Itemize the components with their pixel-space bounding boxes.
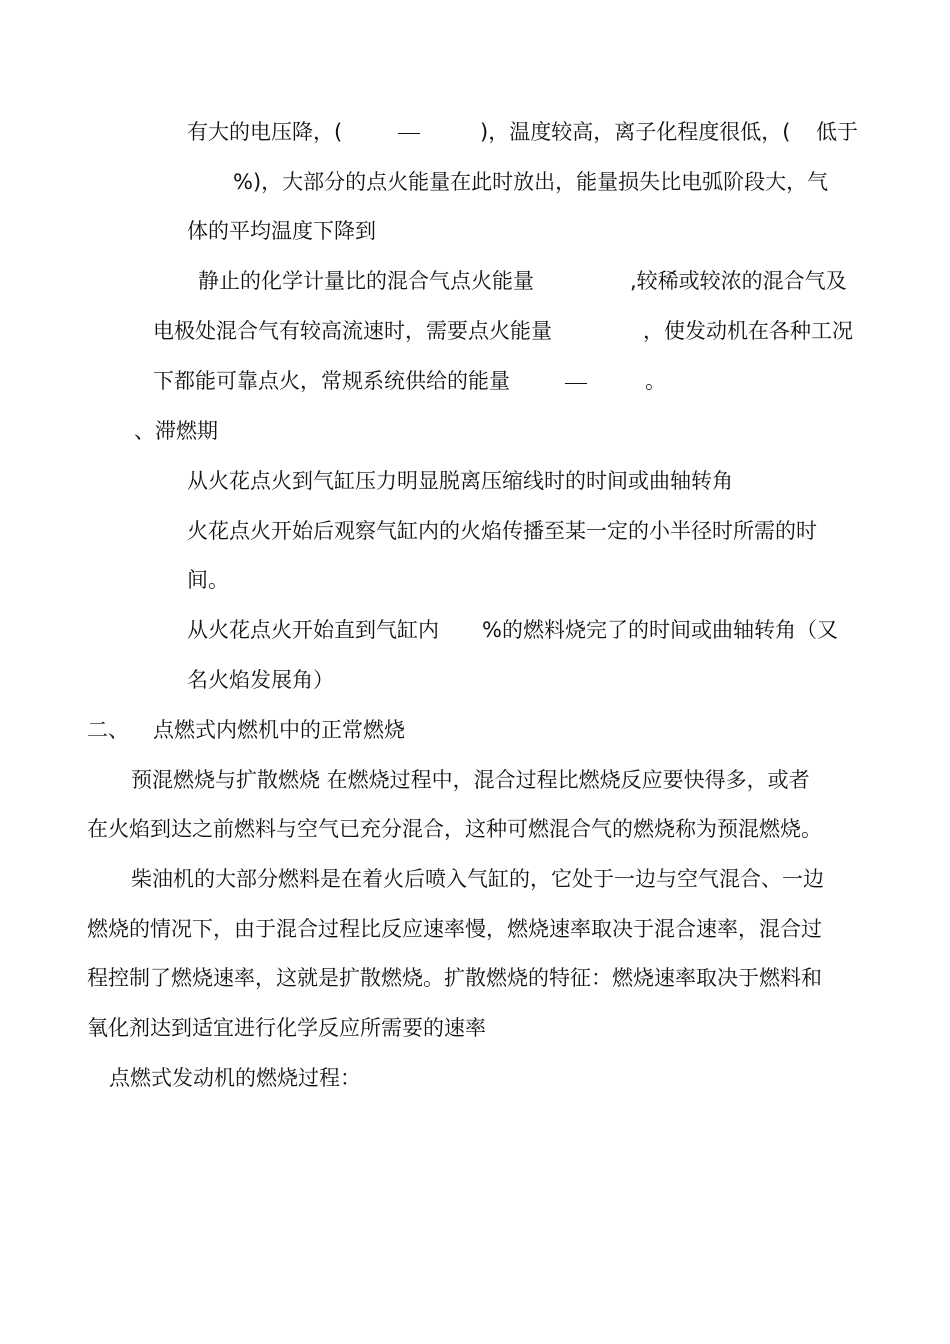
p1-line-1a: 有大的电压降，( — [187, 120, 343, 144]
section-heading-delay: 、滞燃期 — [134, 419, 218, 443]
p2-line-3a: 下都能可靠点火，常规系统供给的能量 — [153, 369, 510, 393]
p1-line-1c: 低于 — [816, 120, 858, 144]
delay-item-3-line-2: 名火焰发展角） — [187, 668, 334, 692]
s2-para-2-line-3: 程控制了燃烧速率，这就是扩散燃烧。扩散燃烧的特征：燃烧速率取决于燃料和 — [87, 966, 822, 990]
delay-item-3-line-1a: 从火花点火开始直到气缸内 — [187, 618, 439, 642]
p1-line-2: %)，大部分的点火能量在此时放出，能量损失比电弧阶段大，气 — [233, 170, 829, 194]
delay-item-2-line-2: 间。 — [187, 568, 229, 592]
dash-mark — [565, 383, 587, 384]
p2-line-1b: ,较稀或较浓的混合气及 — [630, 269, 847, 293]
s2-para-1-line-1: 预混燃烧与扩散燃烧 在燃烧过程中，混合过程比燃烧反应要快得多，或者 — [131, 768, 810, 792]
delay-item-2-line-1: 火花点火开始后观察气缸内的火焰传播至某一定的小半径时所需的时 — [187, 519, 817, 543]
section-number: 二、 — [87, 718, 129, 742]
s2-para-2-line-2: 燃烧的情况下，由于混合过程比反应速率慢，燃烧速率取决于混合速率，混合过 — [87, 917, 822, 941]
delay-item-1: 从火花点火到气缸压力明显脱离压缩线时的时间或曲轴转角 — [187, 469, 733, 493]
p1-line-1b: )，温度较高，离子化程度很低，( — [480, 120, 791, 144]
s2-para-2-line-1: 柴油机的大部分燃料是在着火后喷入气缸的，它处于一边与空气混合、一边 — [131, 867, 824, 891]
p1-line-3: 体的平均温度下降到 — [187, 219, 376, 243]
p2-line-1a: 静止的化学计量比的混合气点火能量 — [198, 269, 534, 293]
s2-para-1-line-2: 在火焰到达之前燃料与空气已充分混合，这种可燃混合气的燃烧称为预混燃烧。 — [87, 817, 822, 841]
dash-mark — [398, 133, 420, 134]
section-heading-normal-combustion: 点燃式内燃机中的正常燃烧 — [153, 718, 405, 742]
s2-para-2-line-4: 氧化剂达到适宜进行化学反应所需要的速率 — [87, 1016, 486, 1040]
delay-item-3-line-1b: %的燃料烧完了的时间或曲轴转角（又 — [482, 618, 838, 642]
p2-line-3b: 。 — [645, 369, 666, 393]
p2-line-2a: 电极处混合气有较高流速时，需要点火能量 — [153, 319, 552, 343]
s2-para-3: 点燃式发动机的燃烧过程： — [109, 1066, 361, 1090]
p2-line-2b: ，使发动机在各种工况 — [643, 319, 853, 343]
